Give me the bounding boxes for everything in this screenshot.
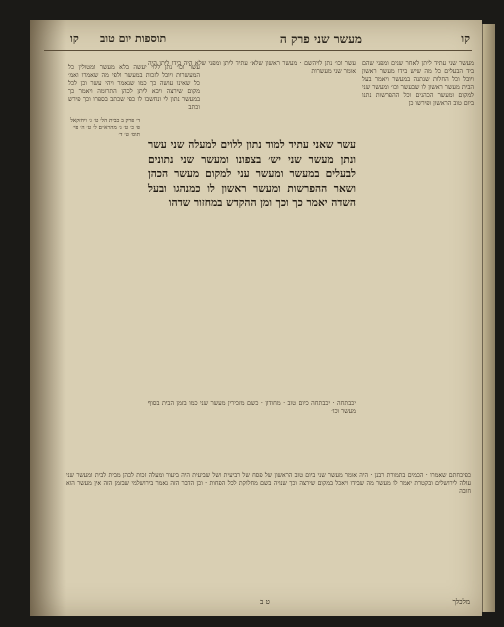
- header-right-mark: קו: [461, 32, 470, 45]
- main-text-top: עשר וכו׳ נתן לויהשם · מעשר ראשון שלא׳ עתיד ליתן ומפני שלא היה בידו ליתן היה אומר שני מעשרות: [148, 60, 356, 76]
- catchword: מלכלך: [452, 598, 470, 606]
- right-commentary-column: מעשר שני עתיד ליתן לאחר שנים ומפני שהם ביד הבעלים כל מה שיש בידו מעשר ראשון ויובל וכל החלות שנתנה במעשר ויאמר בעל הבית מעשר ראשון לו שבעשר וכו׳ ומעשר שני למקום ומעשר הכהנים וכל ההפרשות נתנו ביום טוב הראשון ופירשו כן: [362, 60, 474, 108]
- header-tosafot: תוספות יום טוב: [100, 32, 167, 45]
- header-title: מעשר שני פרק ה: [279, 32, 362, 46]
- main-text-bottom: יכבתחה · יכבתחה כיום טוב · מחודון · כשם מזכירין מעשר שני כמו בזמן הבית בסוף מעשר וכו׳: [148, 400, 356, 416]
- bottom-commentary: כפיכחתם שאמרו · הכמים בתמורת רבנן · היה אומר מעשר שני ביום טוב הראשון של פסח של רביעית ושל שביעית היה ביעור ומעלה זכות לכהן מבית לבית ומעשר שני עולה לירושלים ובקטרת יאמר לו מעשר מה שבידו ויאכל במקום שירצה וכך שנויה בשם מחלוקת לכל הפחות · וכן הדבר הזה נאמר בירושלמי שבזמן הזה אין מעשר הוא חובה: [66, 472, 471, 495]
- book-page-edge: [482, 24, 495, 612]
- header-folio: קו: [70, 32, 79, 45]
- left-commentary-column: עשר וכו׳ נתן ללוי יעשה בלא מעשר ומטולין כל המעשרות ויובל לזכות במעשר ולפי מה שאמרו ואמ׳ כל שאינו עושה כך כמו שנאמר ויהי עשר וכן לכל מקום שירצה ויבא ליתן לכהן התרומה ויאמר כך במעשר נתון לי ונחשבו לו כפי שכתב בספרו וכך פירש וכתב: [68, 64, 200, 112]
- scanned-page: [30, 20, 482, 616]
- header-rule: [44, 50, 472, 51]
- main-text-center: עשר שאני עתיד למוד נתון ללוים למעלה שני עשר ונתן מעשר שני יש׳ בצפונו ומעשר שני נתונים לבעלים במעשר ומעשר עני למקום מעשר הכהן ושאר ההפרשות ומעשר ראשון לו כמנהגו ובעל השדה יאמר כך וכך ומן ההקדש במחזור שדהו: [148, 139, 356, 210]
- margin-notes: ד׳ פרק ב כבית הל׳ ט׳ ג׳ ויחזקאל פ׳ כ׳ ט׳ ג׳ מהרא״ם ל׳ ט׳ ה׳ פי׳ תוס׳ ט׳ ד׳: [70, 118, 140, 138]
- binding-shadow: [30, 20, 66, 616]
- signature-mark: ט ב: [260, 598, 270, 606]
